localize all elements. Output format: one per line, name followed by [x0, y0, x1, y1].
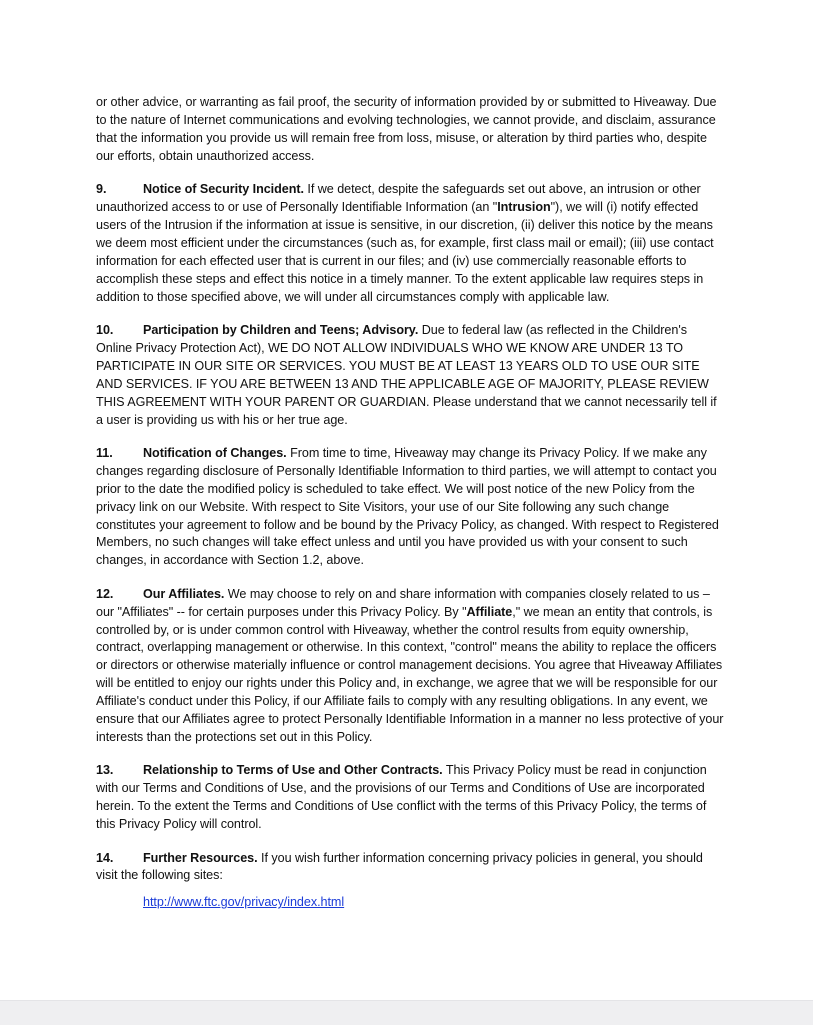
section-text: This Privacy Policy must be read in conjunction with our Terms and Conditions of Use, and the provisions of our Terms and Conditions of Use are incorporated herein. To the extent the Terms and Conditions of Use conflict with the terms of this Privacy Policy, the terms of this Privacy Policy will control. [96, 763, 707, 832]
section-heading: Further Resources. [143, 850, 258, 865]
section-text: If we detect, despite the safeguards set out above, an intrusion or other unauthorized access to or use of Personally Identifiable Information (an " [96, 182, 701, 215]
intro-paragraph: or other advice, or warranting as fail proof, the security of information provided by or submitted to Hiveaway. Due to the nature of Internet communications and evolving technologies, we cannot provide, and disclaim, assurance that the information you provide us will remain free from loss, misuse, or alteration by third parties who, despite our efforts, obtain unauthorized access. [96, 95, 717, 163]
section-heading: Notification of Changes. [143, 445, 287, 460]
section-number: 10. [96, 322, 114, 337]
section-text: Due to federal law (as reflected in the Children's Online Privacy Protection Act), WE DO NOT ALLOW INDIVIDUALS WHO WE KNOW ARE UNDER 13 TO PARTICIPATE IN OUR SITE OR SERVICES. YOU MUST BE AT LEAST 13 YEARS OLD TO USE OUR SITE AND SERVICES. IF YOU ARE BETWEEN 13 AND THE APPLICABLE AGE OF MAJORITY, PLEASE REVIEW THIS AGREEMENT WITH YOUR PARENT OR GUARDIAN. Please understand that we cannot necessarily tell if a user is providing us with his or her true age. [96, 322, 717, 427]
section-text: From time to time, Hiveaway may change its Privacy Policy. If we make any changes regarding disclosure of Personally Identifiable Information to third parties, we will attempt to contact you prior to the date the modified policy is scheduled to take effect. We will post notice of the new Policy from the privacy link on our Website. With respect to Site Visitors, your use of our Site following any such change constitutes your agreement to follow and be bound by the Privacy Policy, as changed. With respect to Registered Members, no such changes will take effect unless and until you have provided us with your consent to such changes, in accordance with Section 1.2, above. [96, 445, 719, 568]
section-text: We may choose to rely on and share information with companies closely related to us – our "Affiliates" -- for certain purposes under this Privacy Policy. By " [96, 586, 710, 619]
section-heading: Participation by Children and Teens; Advisory. [143, 322, 419, 337]
section-text: ," we mean an entity that controls, is controlled by, or is under common control with Hiveaway, whether the control results from equity ownership, contract, overlapping management or otherwise. In this context, "control" means the ability to replace the officers or directors or otherwise materially influence or control management decisions. You agree that Hiveaway Affiliates will be entitled to enjoy our rights under this Policy and, in exchange, we agree that we will be responsible for our Affiliate's conduct under this Policy, if our Affiliate fails to comply with any resulting obligations. In any event, we ensure that our Affiliates agree to protect Personally Identifiable Information in a manner no less protective of your interests than the protections set out in this Policy. [96, 604, 724, 744]
section-heading: Our Affiliates. [143, 586, 225, 601]
section-14 [96, 850, 726, 886]
section-10 [96, 322, 726, 429]
section-9 [96, 181, 726, 306]
section-12 [96, 586, 726, 747]
section-heading: Relationship to Terms of Use and Other Contracts. [143, 763, 443, 778]
defined-term: Affiliate [466, 604, 513, 619]
section-number: 9. [96, 182, 107, 197]
section-number: 12. [96, 586, 114, 601]
section-number: 11. [96, 445, 113, 460]
section-number: 13. [96, 763, 114, 778]
section-number: 14. [96, 850, 114, 865]
ftc-privacy-link[interactable]: http://www.ftc.gov/privacy/index.html [143, 895, 345, 910]
viewer-bottom-bar [0, 1000, 813, 1025]
defined-term: Intrusion [497, 200, 551, 215]
document-body [96, 94, 726, 912]
resource-link-row [143, 894, 726, 912]
section-13 [96, 762, 726, 834]
section-text: If you wish further information concerning privacy policies in general, you should visit the following sites: [96, 850, 703, 883]
section-text: "), we will (i) notify effected users of the Intrusion if the information at issue is sensitive, in our discretion, (ii) deliver this notice by the means we deem most efficient under the circumstances (such as, for example, first class mail or email); (iii) use contact information for each effected user that is current in our files; and (iv) use commercially reasonable efforts to accomplish these steps and effect this notice in a timely manner. To the extent applicable law requires steps in addition to those specified above, we will under all circumstances comply with applicable law. [96, 200, 714, 304]
section-heading: Notice of Security Incident. [143, 182, 304, 197]
section-11 [96, 445, 726, 570]
